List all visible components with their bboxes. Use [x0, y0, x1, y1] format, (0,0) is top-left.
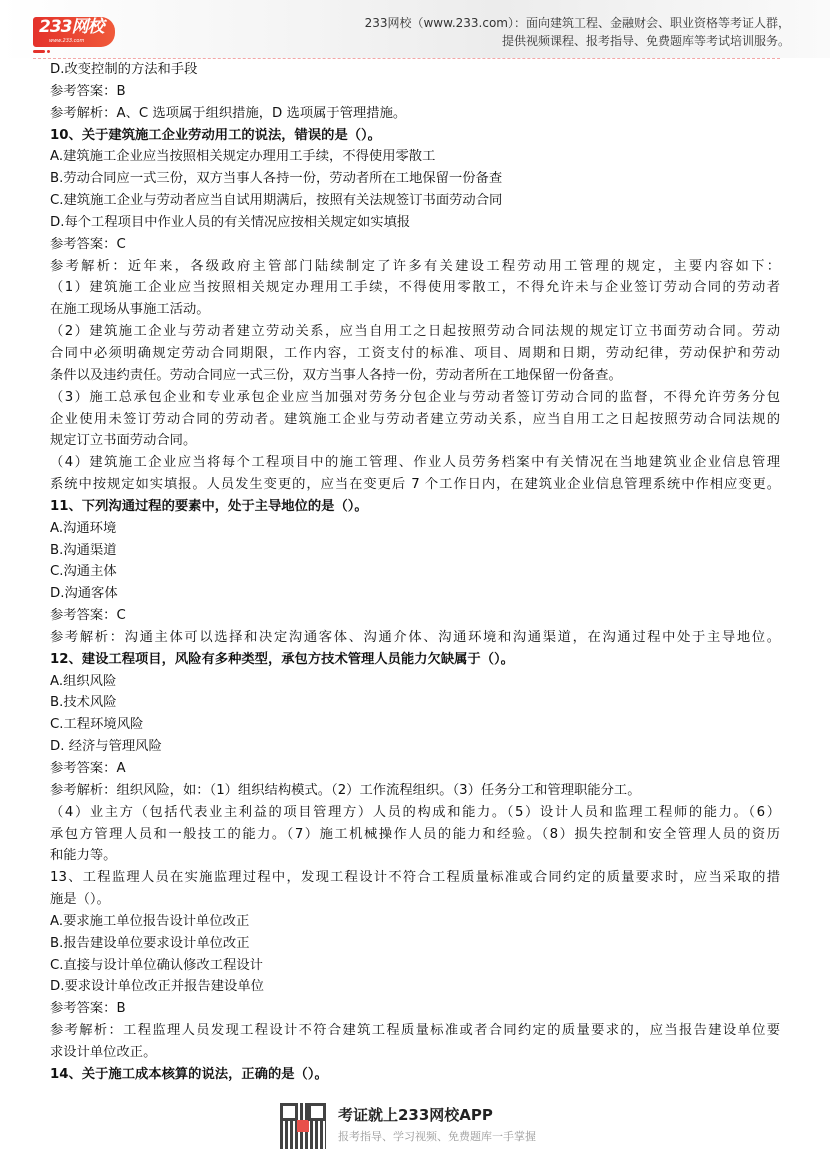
text-line: 参考答案：B: [50, 1001, 126, 1017]
logo-decoration: [33, 50, 45, 53]
text-line: 参考答案：B: [50, 83, 126, 99]
text-line: D.沟通客体: [50, 586, 118, 602]
text-line: （4）建筑施工企业应当将每个工程项目中的施工管理、作业人员劳务档案中有关情况在当地建筑业企业信息管理: [50, 455, 780, 471]
text-line: 参考答案：C: [50, 608, 126, 624]
text-line: 参考答案：C: [50, 236, 126, 252]
text-line: C.沟通主体: [50, 564, 117, 580]
text-line: 参考解析：A、C 选项属于组织措施，D 选项属于管理措施。: [50, 105, 407, 121]
text-line: 参考解析：工程监理人员发现工程设计不符合建筑工程质量标准或者合同约定的质量要求的，应当报告建设单位要: [50, 1023, 780, 1039]
header-tagline: [365, 14, 790, 50]
text-line: 规定订立书面劳动合同。: [50, 433, 197, 449]
logo: [33, 17, 115, 47]
text-line: D.要求设计单位改正并报告建设单位: [50, 979, 264, 995]
question-heading: 11、下列沟通过程的要素中，处于主导地位的是（）。: [50, 498, 368, 514]
tagline-line-1: 233网校（www.233.com）：面向建筑工程、金融财会、职业资格等考证人群，: [364, 16, 790, 30]
question-heading: 10、关于建筑施工企业劳动用工的说法，错误的是（）。: [50, 127, 381, 143]
text-line: B.报告建设单位要求设计单位改正: [50, 935, 250, 951]
text-line: 条件以及违约责任。劳动合同应一式三份，双方当事人各持一份，劳动者所在工地保留一份备查。: [50, 367, 622, 383]
text-line: C.工程环境风险: [50, 717, 144, 733]
tagline-line-2: 提供视频课程、报考指导、免费题库等考试培训服务。: [501, 34, 790, 48]
document-body: [50, 59, 780, 1086]
text-line: 合同中必须明确规定劳动合同期限，工作内容，工资支付的标准、项目、周期和日期，劳动纪律，劳动保护和劳动: [50, 345, 780, 361]
text-line: A.沟通环境: [50, 520, 117, 536]
text-line: （2）建筑施工企业与劳动者建立劳动关系，应当自用工之日起按照劳动合同法规的规定订立书面劳动合同。劳动: [50, 324, 780, 340]
text-line: 企业使用未签订劳动合同的劳动者。建筑施工企业与劳动者建立劳动关系，应当自用工之日起按照劳动合同法规的: [50, 411, 780, 427]
text-line: 在施工现场从事施工活动。: [50, 302, 210, 318]
text-line: A.要求施工单位报告设计单位改正: [50, 913, 250, 929]
text-line: 施是（）。: [50, 892, 110, 908]
text-line: 承包方管理人员和一般技工的能力。（7）施工机械操作人员的能力和经验。（8）损失控制和安全管理人员的资历: [50, 826, 780, 842]
text-line: 参考解析：组织风险，如：（1）组织结构模式。（2）工作流程组织。（3）任务分工和管理职能分工。: [50, 782, 641, 798]
text-line: C.直接与设计单位确认修改工程设计: [50, 957, 263, 973]
text-line: A.建筑施工企业应当按照相关规定办理用工手续，不得使用零散工: [50, 149, 436, 165]
footer-subtitle: 报考指导、学习视频、免费题库一手掌握: [338, 1130, 536, 1143]
text-line: 参考解析：近年来，各级政府主管部门陆续制定了许多有关建设工程劳动用工管理的规定，主要内容如下：: [50, 258, 780, 274]
text-line: 系统中按规定如实填报。人员发生变更的，应当在变更后 7 个工作日内，在建筑业企业信息管理系统中作相应变更。: [50, 477, 780, 493]
text-line: D. 经济与管理风险: [50, 739, 162, 755]
text-line: D.改变控制的方法和手段: [50, 62, 198, 77]
logo-text: 233网校: [39, 17, 104, 37]
logo-url: www.233.com: [49, 38, 85, 44]
qr-code-icon: [280, 1103, 326, 1149]
text-line: 参考解析：沟通主体可以选择和决定沟通客体、沟通介体、沟通环境和沟通渠道，在沟通过程中处于主导地位。: [50, 629, 780, 645]
text-line: B.沟通渠道: [50, 542, 117, 558]
text-line: B.劳动合同应一式三份，双方当事人各持一份，劳动者所在工地保留一份备查: [50, 171, 503, 187]
logo-decoration-dot: [47, 50, 50, 53]
question-heading: 14、关于施工成本核算的说法，正确的是（）。: [50, 1066, 328, 1082]
text-line: C.建筑施工企业与劳动者应当自试用期满后，按照有关法规签订书面劳动合同: [50, 193, 503, 209]
text-line: （1）建筑施工企业应当按照相关规定办理用工手续，不得使用零散工，不得允许未与企业签订劳动合同的劳动者: [50, 280, 780, 296]
text-line: 和能力等。: [50, 848, 117, 864]
text-line: A.组织风险: [50, 673, 117, 689]
text-line: （3）施工总承包企业和专业承包企业应当加强对劳务分包企业与劳动者签订劳动合同的监督，不得允许劳务分包: [50, 389, 780, 405]
text-line: （4）业主方（包括代表业主利益的项目管理方）人员的构成和能力。（5）设计人员和监理工程师的能力。（6）: [50, 804, 780, 820]
text-line: 参考答案：A: [50, 761, 126, 776]
footer-title: 考证就上233网校APP: [338, 1106, 493, 1124]
text-line: B.技术风险: [50, 695, 117, 711]
text-line: 13、工程监理人员在实施监理过程中，发现工程设计不符合工程质量标准或合同约定的质量要求时，应当采取的措: [50, 870, 780, 886]
text-line: 求设计单位改正。: [50, 1044, 157, 1060]
text-line: D.每个工程项目中作业人员的有关情况应按相关规定如实填报: [50, 214, 411, 230]
question-heading: 12、建设工程项目，风险有多种类型，承包方技术管理人员能力欠缺属于（）。: [50, 651, 514, 667]
